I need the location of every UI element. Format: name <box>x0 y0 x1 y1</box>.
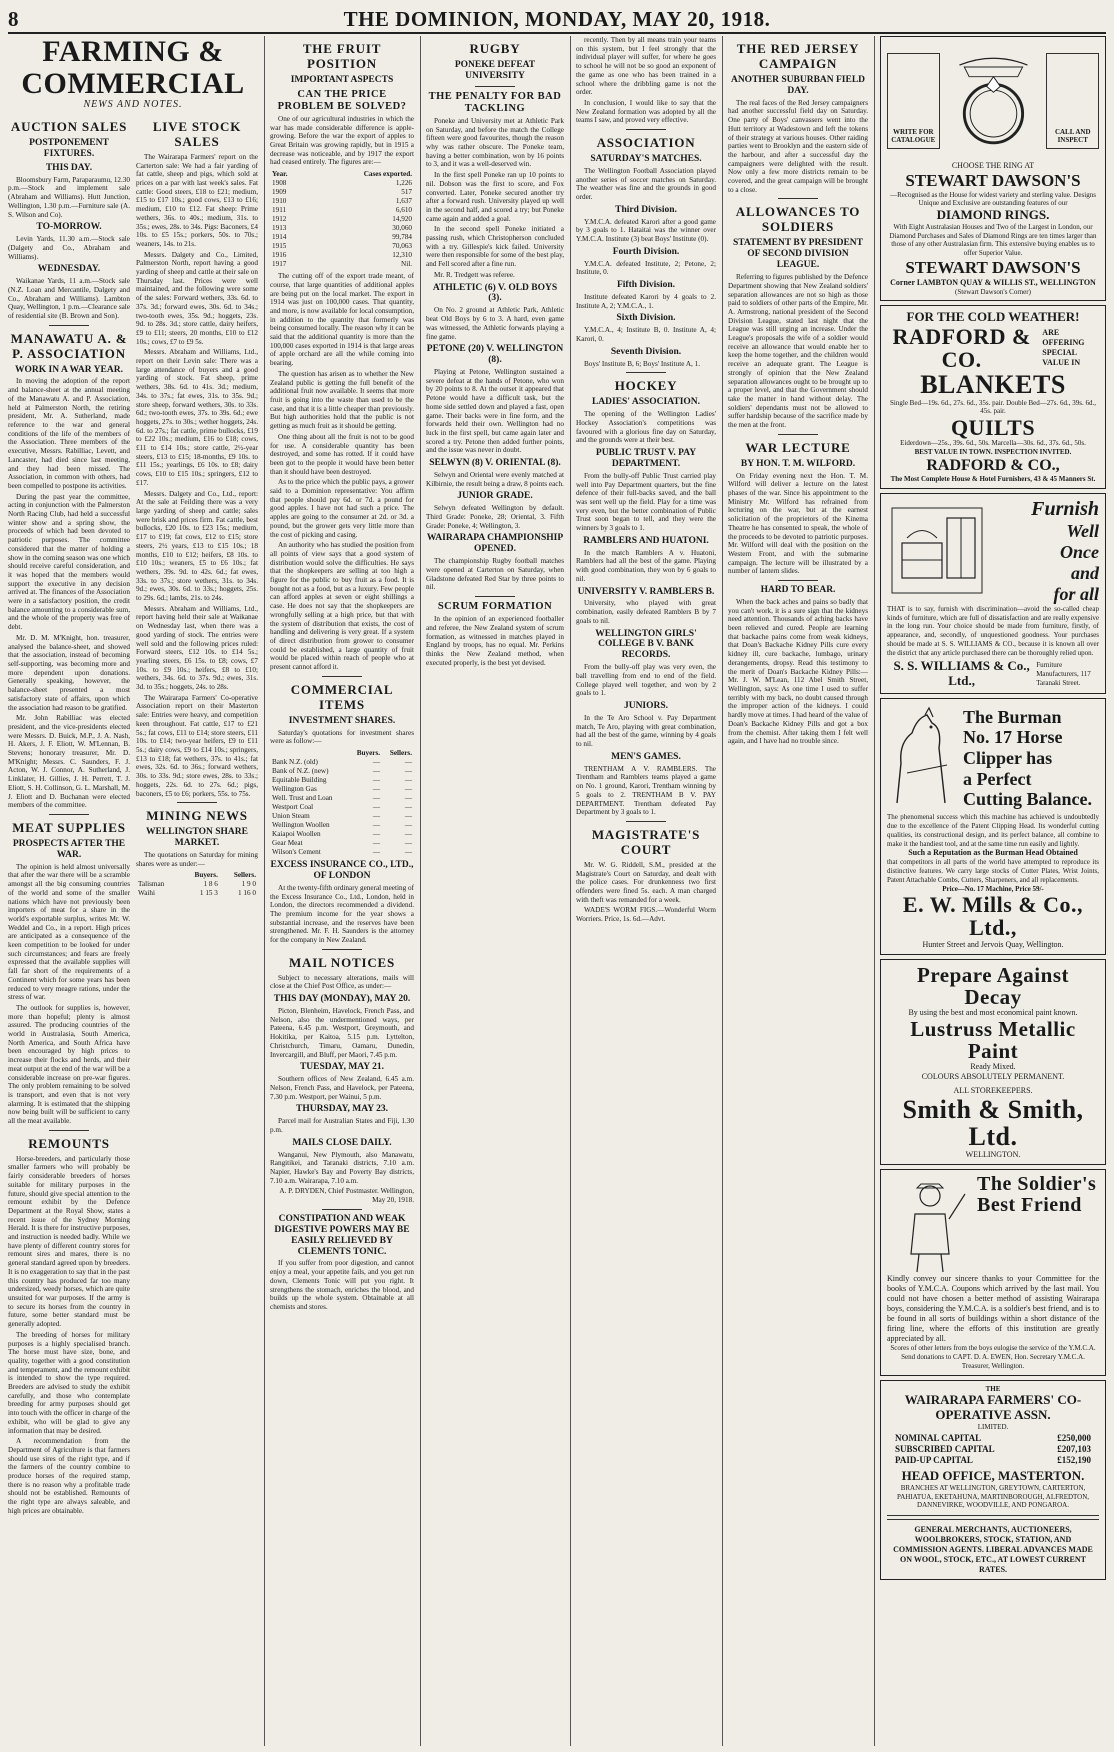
grade-heading: Fifth Division. <box>616 280 676 291</box>
ad-headline: and <box>1070 562 1099 583</box>
article-paragraph: An authority who has studied the position from all points of view says that a good system of distribution would solve the difficulties. He says that the shopkeepers are selling at too high a figure for the public to buy fruit as a food. It is bought not as a food, but as a luxury. Few people can afford apples at seven or eight shillings a case. He does not say that the shopkeepers are wrongfully selling at a high price, but that with the system of distribution that exists, the cost of handling and delivering is very great. If a system of direct distribution from grower to consumer could be established, a large quantity of fruit would be placed within reach of people who at present cannot afford it. <box>270 541 414 672</box>
meat-supplies-heading: MEAT SUPPLIES <box>12 819 126 835</box>
section-subtitle: NEWS AND NOTES. <box>83 99 183 110</box>
table-row: Wilson's Cement — — <box>272 847 412 856</box>
article-paragraph: The championship Rugby football matches were opened at Carterton on Saturday, when Gladstone defeated Red Star by three points to nil. <box>426 557 564 592</box>
article-paragraph: Referring to figures published by the Defence Department showing that New Zealand soldiers' separation allowances are not so high as those paid to soldiers of other parts of the Empire, Mr. A. Armstrong, national president of the Second Division League, stated last night that the League was still urging an increase. Under the League's proposals the wife of a soldier would receive an allowance that would enable her to keep the home together, and the children would receive an adequate grant. The League is strongly of opinion that the New Zealand separation allowances ought to be brought up to a proper level, and that the Government should take the matter in hand without delay. The soldiers' dependants must not be allowed to suffer hardship because of the sacrifice made by the men at the front. <box>728 273 868 430</box>
ad-text: With Eight Australasian Houses and Two of the Largest in London, our Diamond Purchases and Sales of Diamond Rings are ten times larger than those of any other Australasian firm. This extensive buying enables us to offer Superior Value. <box>889 222 1097 258</box>
result-text: From the bully-off play was very even, the ball travelling from end to end of the field. College played well together, and won by 2 goals to 1. <box>576 663 716 698</box>
mining-share-table <box>136 871 258 898</box>
result-text: Boys' Institute B, 6; Boys' Institute A, 1. <box>584 359 700 368</box>
article-paragraph: Mr. R. Tredgett was referee. <box>434 270 515 279</box>
mail-day: MAILS CLOSE DAILY. <box>292 1137 392 1148</box>
match-heading: RAMBLERS AND HUATONI. <box>583 535 709 546</box>
ad-text: By using the best and most economical paint known. <box>908 1007 1078 1017</box>
table-header: Cases exported. <box>363 170 412 179</box>
auction-sales-sub: POSTPONEMENT FIXTURES. <box>29 137 109 159</box>
ad-address-note: (Stewart Dawson's Corner) <box>955 287 1031 296</box>
article-paragraph: The Wellington Football Association played another series of soccer matches on Saturday. The weather was fine and the grounds in good order. <box>576 166 716 201</box>
manawatu-sub: WORK IN A WAR YEAR. <box>15 364 123 375</box>
excess-insurance-heading: EXCESS INSURANCE CO., LTD., OF LONDON <box>270 859 414 881</box>
hockey-heading: HOCKEY <box>614 378 678 394</box>
table-header: Sellers. <box>233 871 256 880</box>
investment-shares-sub: INVESTMENT SHARES. <box>288 715 396 726</box>
war-lecture-heading: WAR LECTURE <box>745 439 851 455</box>
ad-headline: CHOOSE THE RING AT <box>951 161 1035 170</box>
table-header: Buyers. <box>356 748 381 757</box>
ad-subhead: HEAD OFFICE, MASTERTON. <box>901 1467 1085 1483</box>
ad-brand: STEWART DAWSON'S <box>905 257 1081 277</box>
table-row: 1908 1,226 <box>272 179 412 188</box>
article-paragraph: Selwyn defeated Wellington by default. Third Grade: Poneke, 28; Oriental, 3. Fifth Grade: Poneke, 4; Wellington, 3. <box>426 504 564 530</box>
table-row: Union Steam — — <box>272 811 412 820</box>
write-for-catalogue-box: WRITE FOR CATALOGUE <box>887 53 940 149</box>
ad-headline: a Perfect <box>963 768 1032 789</box>
article-paragraph: On No. 2 ground at Athletic Park, Athletic beat Old Boys by 6 to 3. A hard, even game was witnessed, the Athletic forwards playing a fine game. <box>426 306 564 341</box>
match-heading: UNIVERSITY V. RAMBLERS B. <box>577 586 715 597</box>
ad-product: Lustruss Metallic Paint <box>910 1016 1076 1063</box>
auction-sales-heading: AUCTION SALES <box>10 119 128 134</box>
article-paragraph: In moving the adoption of the report and balance-sheet at the annual meeting of the Manawatu A. and P. Association, held at Palmerston North, the retiring president, Mr. A. Sutherland, made reference to the war and general conditions of the life of the members of the Association. Three members of the executive, Messrs. Rabilliac, Levett, and Lancaster, had died since last meeting, and they had been missed. The Association, in common with others, had been compelled to postpone its activities. <box>8 377 130 490</box>
ad-headline: Clipper has <box>963 747 1053 768</box>
ad-text: Scores of other letters from the boys eulogise the service of the Y.M.C.A. <box>890 1344 1096 1353</box>
article-paragraph: If you suffer from poor digestion, and cannot enjoy a meal, your appetite fails, and you get run down, Clements Tonic will put you right. It strengthens the stomach, enriches the blood, and builds up the whole system. Obtainable at all chemists and stores. <box>270 1259 414 1311</box>
ad-price: Price—No. 17 Machine, Price 59/- <box>942 884 1044 893</box>
stewart-dawson-ad <box>880 36 1106 301</box>
article-paragraph: Messrs. Dalgety and Co., Limited, Palmerston North, report having a good yarding of sheep and cattle at their sale on Thursday last. Prices were well maintained, and the following were some of the sales: Forward wethers, 33s. 6d. to 37s. 3d.; forward ewes, 30s. 6d. to 34s.; two-tooth ewes, 35s. 9d.; hoggets, 23s. 9d. to 28s. 3d.; store cattle, dairy heifers, £9 to £11; steers, 20 months, £10 to £12 10s.; cows, £7 to £9 5s. <box>136 250 258 346</box>
association-sub: SATURDAY'S MATCHES. <box>590 153 702 164</box>
auction-text: Waikanae Yards, 11 a.m.—Stock sale (N.Z. Loan and Mercantile, Dalgety and Co., Abraham and Williams). Lambton Quay, Wellington, 1 p.m.—Clearance sale of residential site (B. Brown and Son). <box>8 277 130 320</box>
column-rule <box>420 36 421 1746</box>
rugby-sub: PONEKE DEFEAT UNIVERSITY <box>454 59 536 81</box>
result-text: Y.M.C.A. defeated Institute, 2; Petone, 2; Institute, 0. <box>576 259 716 277</box>
article-paragraph: One thing about all the fruit is not to be good for use. A considerable quantity has been destroyed, and some has rotted. If it could have been got to the people it would have been better than it should have been destroyed. <box>270 432 414 476</box>
article-paragraph: The Wairarapa Farmers' Co-operative Association report on their Masterton sale: Entries were heavy, and competition keen throughout. Fat cattle, £17 to £21 5s.; fat cows, £11 to £14; store steers, £11 10s. to £14; two-year heifers, £9 to £11 5s.; dairy cows, £9 to £14 10s.; springers, £13 to £18; fat wethers, 37s. to 41s.; fat ewes, 32s. 6d. to 36s.; forward wethers, 30s. to 33s. 9d.; store ewes, 28s. to 33s.; hoggets, 22s. 6d. to 27s. 6d.; pigs, baconers, £5 to £6; porkers, 55s. to 75s. <box>136 693 258 798</box>
auction-day: TO-MORROW. <box>36 222 102 233</box>
article-paragraph: Mr. W. G. Riddell, S.M., presided at the Magistrate's Court on Saturday, and dealt with the police cases. For drunkenness two first offenders were fined 5s. each. A man charged with theft was remanded for a week. <box>576 860 716 904</box>
table-row: 1913 30,060 <box>272 224 412 233</box>
masthead <box>8 6 1106 34</box>
column-rule <box>874 36 875 1746</box>
ad-brand: WAIRARAPA FARMERS' CO-OPERATIVE ASSN. <box>904 1392 1082 1423</box>
ad-text: that competitors in all parts of the world have attempted to reproduce its distinctive features. We carry large stocks of Cutter Plates, Wrist Joints, Patent Attachable Combs, Cutters, Sharpeners, and all replacements. <box>887 858 1099 884</box>
auction-text: Levin Yards, 11.30 a.m.—Stock sale (Dalgety and Co., Abraham and Williams). <box>8 235 130 261</box>
furnish-well-ad <box>880 493 1106 694</box>
ad-text: BEST VALUE IN TOWN. INSPECTION INVITED. <box>914 448 1072 457</box>
article-paragraph: The outlook for supplies is, however, more than hopeful; plenty is almost assured. The producing countries of the world in Australasia, South America, North America, and South Africa have been encouraged by high prices to increase their flocks and herds, and their meat output at the end of the war will be a considerable increase on pre-war figures. The only problem remaining to be solved is transport, and even that is not very alarming. It is estimated that the shipping now being built will be sufficient to carry all the meat available. <box>8 1003 130 1126</box>
column-1a <box>8 114 130 1518</box>
article-paragraph: The breeding of horses for military purposes is a highly specialised branch. The horse must have size, bone, and quality, together with a good constitution and temperament, and the remount exhibit is intended to show the type required. Breeders are advised to study the exhibit carefully, and those who contemplate breeding for army purposes should get into touch with the officer in charge of the exhibit, who will be glad to give any information that may be desired. <box>8 1330 130 1435</box>
farming-commercial-section <box>8 36 258 1746</box>
article-paragraph: Mr. John Rabilliac was elected president, and the vice-presidents elected were Messrs. D. Buick, M.P., J. A. Nash, H. Akers, J. F. Eliott, W. M'Lennan, B. Stevens; honorary treasurer, Mr. D. M'Knight; Messrs. C. Saunders, F. J. Acton, W. J. Connor, A. Sutherland, J. Linklater, H. Gillies, J. H. Perrett, T. J. Eliott, S. H. Collinson, G. L. Marshall, M. J. Eliott and D. Buchanan were elected members of the committee. <box>8 714 130 810</box>
fruit-question: CAN THE PRICE PROBLEM BE SOLVED? <box>277 88 407 112</box>
ad-subhead: Such a Reputation as the Burman Head Obtained <box>908 848 1078 858</box>
live-stock-heading: LIVE STOCK SALES <box>152 119 242 149</box>
article-paragraph: The real faces of the Red Jersey campaigners had another successful field day on Saturday. One party of Boys' canvassers went into the Hutt territory at Wadestown and left the tokens of their strategy at various houses. Other raiding parties went to Brooklyn and the eastern side of the harbour, and after a successful day the campaigners were delighted with the result. Now only a few more districts remain to be covered, and the great campaign will be brought to a close. <box>728 98 868 194</box>
table-row: 1917 Nil. <box>272 260 412 269</box>
mining-news-heading: MINING NEWS <box>146 808 248 824</box>
association-heading: ASSOCIATION <box>596 135 696 151</box>
advertisement-line: WADE'S WORM FIGS.—Wonderful Worm Worriers. Price, 1s. 6d.—Advt. <box>576 906 716 924</box>
ad-text: COLOURS ABSOLUTELY PERMANENT. <box>921 1071 1065 1081</box>
auction-day: THIS DAY. <box>45 162 93 173</box>
apple-export-table <box>270 170 414 269</box>
match-heading: SELWYN (8) V. ORIENTAL (8). <box>429 458 561 469</box>
article-paragraph: Mr. D. M. M'Knight, hon. treasurer, analysed the balance-sheet, and showed that the association, instead of becoming self-supporting, was becoming more and more dependent upon donations. Generally speaking, however, the balance-sheet presented a most satisfactory state of affairs, upon which the association had reason to be gratified. <box>8 633 130 712</box>
ad-address: Hunter Street and Jervois Quay, Wellington. <box>922 939 1064 949</box>
article-paragraph: Messrs. Abraham and Williams, Ltd., report on their Levin sale: There was a large attendance of buyers and a good yarding of stock. Fat sheep, prime wethers, 38s. 6d. to 41s. 3d.; medium, 34s. to 37s.; fat ewes, 31s. to 35s. 9d.; store sheep, forward wethers, 30s. to 33s. 6d.; two-tooth ewes, 37s. to 39s. 6d.; ewe hoggets, 27s. to 30s.; wether hoggets, 24s. 6d. to 27s.; fat cattle, prime bullocks, £19 to £22 10s.; medium, £16 to £18; cows, £11 to £14 10s.; store cattle, 2½-year steers, £13 to £15; 18-months, £9 10s. to £11 15s.; yearlings, £6 10s. to £8; dairy cows, £10 to £15 10s.; springers, £12 to £17. <box>136 348 258 487</box>
ad-product: QUILTS <box>950 415 1036 441</box>
auction-day: WEDNESDAY. <box>37 264 101 275</box>
mens-games-heading: MEN'S GAMES. <box>611 751 681 762</box>
ad-headline: Cutting Balance. <box>963 789 1093 810</box>
ad-address: WELLINGTON. <box>965 1150 1021 1160</box>
ad-brand: E. W. Mills & Co., Ltd., <box>902 892 1084 941</box>
ad-text: The phenomenal success which this machine has achieved is undoubtedly due to the excellence of the Patent Clipping Head. Its wonderful cutting qualities, its constructional design, and its perfect balance, all combine to make it the handiest tool, and at the same time run easily and lightly. <box>887 813 1099 848</box>
result-text: In the Te Aro School v. Pay Department match, Te Aro, playing with great combination, had all the best of the game, winning by 4 goals to nil. <box>576 714 716 749</box>
table-row: 1909 517 <box>272 188 412 197</box>
mail-day: THIS DAY (MONDAY), MAY 20. <box>273 994 411 1005</box>
match-heading: PETONE (20) V. WELLINGTON (8). <box>426 344 564 366</box>
table-header: Year. <box>272 170 288 179</box>
mail-text: Southern offices of New Zealand, 6.45 a.m. Nelson, French Pass, and Havelock, per Pateena, 7.30 p.m. Westport, per Wainui, 5 p.m. <box>270 1075 414 1101</box>
ad-text: THAT is to say, furnish with discrimination—avoid the so-called cheap kinds of furniture, which are full of dissatisfaction and are really expensive in the long run. Your choice should be made from furniture, firstly, of appearance, and, secondly, of unquestioned goodness. Your purchases should be made at S. S. WILLIAMS & CO., because it is known all over the district that any article purchased there can be thoroughly relied upon. <box>887 604 1099 657</box>
ad-brand: RADFORD & CO., <box>926 456 1060 474</box>
red-jersey-heading: THE RED JERSEY CAMPAIGN <box>736 41 860 71</box>
column-rule <box>264 36 265 1746</box>
war-lecture-sub: BY HON. T. M. WILFORD. <box>740 458 856 469</box>
wairarapa-farmers-ad <box>880 1380 1106 1581</box>
article-paragraph: The question has arisen as to whether the New Zealand public is getting the full benefit of the additional fruit now available. It seems that more fruit is going into the waste than used to be the case, and that it is a little cheaper than previously. But high authorities hold that the public is not getting as much fruit as it should be getting. <box>270 369 414 431</box>
ad-text: —Recognised as the House for widest variety and sterling value. Designs Unique and Exclusive are outstanding features of our <box>890 190 1096 208</box>
ad-headline: FOR THE COLD WEATHER! <box>906 309 1080 325</box>
table-header: Buyers. <box>194 871 218 880</box>
article-paragraph: At the twenty-fifth ordinary general meeting of the Excess Insurance Co., Ltd., London, held in London, the directors recommended a dividend. The premium income for the year shows a substantial increase, and the reserves have been strengthened. Mr. F. H. Saunders is the attorney for the company in New Zealand. <box>270 883 414 945</box>
article-paragraph: As to the price which the public pays, a grower said to a Dominion representative: You affirm that people should pay 6d. or 7d. a pound for good apples. I have not had such a price. The apples are going to the consumer at 2d. or 3d. a pound, but the grower gets very little more than the cost of picking and casing. <box>270 478 414 539</box>
table-header: Sellers. <box>389 748 412 757</box>
ad-headline: Furnish <box>1031 497 1099 520</box>
constipation-heading: CONSTIPATION AND WEAK DIGESTIVE POWERS MAY BE EASILY RELIEVED BY CLEMENTS TONIC. <box>274 1213 410 1257</box>
ad-limited: LIMITED. <box>977 1423 1009 1432</box>
table-row: 1915 70,063 <box>272 242 412 251</box>
table-row: 1910 1,637 <box>272 197 412 206</box>
mail-text: Wanganui, New Plymouth, also Manawatu, Rangitikei, and Taranaki districts, 7.10 a.m. Napier, Hawke's Bay and Poverty Bay districts, 7.10 a.m. Wairarapa, 7.10 a.m. <box>270 1150 414 1185</box>
article-paragraph: In the opinion of an experienced footballer and referee, the New Zealand system of scrum formation, as witnessed in matches played in England by troops, has no equal. Mr. Perkins thinks the New Zealand method, when executed properly, is the best yet devised. <box>426 615 564 667</box>
investment-share-table <box>270 749 414 857</box>
column-rule <box>570 36 571 1746</box>
table-row: Bank of N.Z. (new) — — <box>272 766 412 775</box>
table-row: 1916 12,310 <box>272 251 412 260</box>
ad-headline: No. 17 Horse <box>963 727 1063 748</box>
auction-text: Bloomsbury Farm, Paraparaumu, 12.30 p.m.—Stock and implement sale (Abraham and Williams). Hutt Junction, Wellington, 1.30 p.m.—Furniture sale (A. S. Wilson and Co). <box>8 175 130 219</box>
table-row: Equitable Building — — <box>272 775 412 784</box>
fruit-sub: IMPORTANT ASPECTS <box>290 74 394 85</box>
article-paragraph: Playing at Petone, Wellington sustained a severe defeat at the hands of Petone, who won by 20 points to 8. At the outset it appeared that Petone would have a difficult task, but the home side settled down and played a fast, open game. Their backs were in fine form, and the forwards held their own. Wellington had no luck in the first spell, but came again later and scored a try. Petone then added further points, and the issue was never in doubt. <box>426 368 564 455</box>
grade-heading: Sixth Division. <box>616 313 676 324</box>
mail-text: Parcel mail for Australian States and Fiji, 1.30 p.m. <box>270 1117 414 1134</box>
grade-heading: Third Division. <box>615 204 677 215</box>
table-row: Westport Coal — — <box>272 802 412 811</box>
table-row: Gear Meat — — <box>272 838 412 847</box>
ad-prices: Eiderdown—25s., 39s. 6d., 50s. Marcella—30s. 6d., 37s. 6d., 50s. <box>900 439 1086 448</box>
article-paragraph: Poneke and University met at Athletic Park on Saturday, and before the match the College fifteen were good favourites, though the reason why was rather obscure. The Poneke team, having a better combination, won by 16 points to 3, and it was a well-deserved win. <box>426 116 564 169</box>
article-paragraph: Selwyn and Oriental were evenly matched at Kilbirnie, the result being a draw, 8 points each. <box>426 471 564 488</box>
call-and-inspect-box: CALL AND INSPECT <box>1046 53 1099 149</box>
capital-row: SUBSCRIBED CAPITAL £207,103 <box>895 1443 1091 1454</box>
article-paragraph: The cutting off of the export trade meant, of course, that large quantities of additional apples are being put on the local market. The export in 1914 was just on 100,000 cases. That quantity, and more, is now available for local consumption, in addition to the quantity that formerly was being consumed locally. The reason why it can be said that the additional quantity is more than the 100,000 cases exported in 1914 is that large areas of apple orchard are all the while coming into bearing. <box>270 272 414 368</box>
result-text: In the match Ramblers A v. Huatoni, Ramblers had all the best of the game. Playing with good combination, they won by 6 goals to nil. <box>576 548 716 583</box>
table-row: Wellington Woollen — — <box>272 820 412 829</box>
scrum-heading: SCRUM FORMATION <box>437 601 553 613</box>
hockey-sub: LADIES' ASSOCIATION. <box>591 397 701 408</box>
match-heading: JUNIORS. <box>623 701 669 712</box>
result-text: TRENTHAM A V. RAMBLERS. The Trentham and Ramblers teams played a game on No. 1 ground, Karori, Trentham winning by 5 goals to 2. TRENTHAM B V. PAY DEPARTMENT. Trentham defeated Pay Department by 3 goals to 1. <box>576 764 716 817</box>
ad-brand: STEWART DAWSON'S <box>905 171 1081 190</box>
ad-text: ALL STOREKEEPERS. <box>953 1085 1033 1095</box>
ad-brand: S. S. WILLIAMS & Co., Ltd., <box>893 658 1030 689</box>
allowances-sub: STATEMENT BY PRESIDENT OF SECOND DIVISION LEAGUE. <box>732 238 864 271</box>
commercial-intro: Saturday's quotations for investment shares were as follow:— <box>270 728 414 746</box>
ad-headline: Once <box>1060 541 1099 562</box>
ad-signature: Send donations to CAPT. D. A. EWEN, Hon. Secretary Y.M.C.A. Treasurer, Wellington. <box>901 1353 1085 1370</box>
match-heading: PUBLIC TRUST V. PAY DEPARTMENT. <box>595 448 697 469</box>
table-row: Wellington Gas — — <box>272 784 412 793</box>
match-heading: WELLINGTON GIRLS' COLLEGE B V. BANK RECORDS. <box>595 628 697 661</box>
article-paragraph: In conclusion, I would like to say that the New Zealand formation was adopted by all the teams I saw, and proved very effective. <box>576 98 716 125</box>
article-paragraph: recently. Then by all means train your teams on this system, but I feel strongly that the individual player will suffer, for where he goes to school he will not be so good an exponent of the game as one who has been trained in a school where the dribbling game is not the order. <box>576 36 716 97</box>
advertisement-column <box>880 36 1106 1746</box>
capital-row: PAID-UP CAPITAL £152,190 <box>895 1454 1091 1465</box>
article-paragraph: A recommendation from the Department of Agriculture is that farmers should use sires of the right type, and if the farmers of the country combine to produce horses of the required stamp, there is no reason why a profitable trade should not be established. Remounts of the right type are always saleable, and high prices are obtainable. <box>8 1437 130 1515</box>
ad-address: Furniture Manufacturers, 117 Taranaki Street. <box>1036 661 1091 687</box>
table-row: Well. Trust and Loan — — <box>272 793 412 802</box>
article-paragraph: Messrs. Dalgety and Co., Ltd., report: At the sale at Feilding there was a very large yarding of sheep and cattle; sales were brisk and prices firm. Fat cattle, best bullocks, £20 10s. to £23 15s.; medium, £17 to £19; fat cows, £12 to £15; store steers, 2½ years, £13 to £15 10s.; 18 months, £10 to £12; heifers, £8 10s. to £10 10s.; weaners, £5 to £6 10s.; fat wethers, 39s. 9d. to 42s. 6d.; fat ewes, 33s. to 37s.; store wethers, 31s. to 34s. 9d.; ewes, 30s. 6d. to 33s.; hoggets, 25s. to 29s. 6d.; lambs, 21s. to 24s. <box>136 489 258 603</box>
ad-headline: Prepare Against Decay <box>917 962 1069 1009</box>
match-heading: JUNIOR GRADE. <box>457 491 533 502</box>
burman-clipper-ad <box>880 698 1106 954</box>
column-4 <box>426 36 564 1746</box>
table-row: Bank N.Z. (old) — — <box>272 757 412 766</box>
result-text: University, who played with great combination, easily defeated Ramblers B by 7 goals to nil. <box>576 599 716 625</box>
horse-clipper-icon <box>887 703 957 813</box>
ad-text: GENERAL MERCHANTS, AUCTIONEERS, WOOLBROKERS, STOCK, STATION, AND COMMISSION AGENTS. LIBERAL ADVANCES MADE ON WOOL, STOCK, ETC., AT LOWEST CURRENT RATES. <box>893 1525 1093 1575</box>
mail-day: TUESDAY, MAY 21. <box>299 1062 385 1073</box>
ad-brand: Smith & Smith, Ltd. <box>902 1094 1084 1151</box>
ad-address: The Most Complete House & Hotel Furnishers, 43 & 45 Manners St. <box>890 475 1096 484</box>
soldier-illustration-icon <box>887 1174 973 1274</box>
soldiers-best-friend-ad <box>880 1169 1106 1375</box>
ad-the: THE <box>985 1384 1001 1393</box>
article-paragraph: The opening of the Wellington Ladies' Hockey Association's competitions was favoured with a glorious fine day on Saturday, and the grounds were at their best. <box>576 410 716 445</box>
table-row: 1912 14,920 <box>272 215 412 224</box>
ad-text: BRANCHES AT WELLINGTON, GREYTOWN, CARTERTON, PAHIATUA, EKETAHUNA, MARTINBOROUGH, ALFREDTON, DANNEVIRKE, WOODVILLE, AND PONGAROA. <box>896 1483 1090 1510</box>
mail-notices-heading: MAIL NOTICES <box>288 954 396 970</box>
mail-signature: A. P. DRYDEN, Chief Postmaster. Wellington, May 20, 1918. <box>279 1187 414 1205</box>
ad-prices: Single Bed—19s. 6d., 27s. 6d., 35s. pair. Double Bed—27s. 6d., 39s. 6d., 45s. pair. <box>890 398 1096 416</box>
ad-headline: The Soldier's Best Friend <box>977 1173 1097 1217</box>
furniture-illustration-icon <box>887 498 987 598</box>
match-heading: ATHLETIC (6) V. OLD BOYS (3). <box>432 282 558 304</box>
magistrates-court-heading: MAGISTRATE'S COURT <box>591 827 701 857</box>
match-heading: WAIRARAPA CHAMPIONSHIP OPENED. <box>426 533 564 555</box>
ad-brand: RADFORD & CO. <box>892 324 1031 373</box>
commercial-items-heading: COMMERCIAL ITEMS <box>290 681 394 712</box>
red-jersey-sub: ANOTHER SUBURBAN FIELD DAY. <box>730 74 866 96</box>
hard-to-bear-heading: HARD TO BEAR. <box>760 585 836 596</box>
lustruss-paint-ad <box>880 959 1106 1166</box>
article-paragraph: Horse-breeders, and particularly those smaller farmers who will probably be fairly considerable breeders of horses suitable for military purposes in the future, should give special attention to the remount exhibit by the Defence Department at the Royal Show, states a recent issue of the Sydney Morning Herald. It is there for instructive purposes, and instruction is needed badly. While we have plenty of different country stores for remount sires and mares, there is no general standard agreed upon by breeders. It is no exaggeration to say that in the past this country has produced far too many undersized, weedy horses, which are quite unsuited for war purposes. If the army is to secure its horses from the country in future, some better standard must be generally adopted. <box>8 1154 130 1329</box>
article-paragraph: The Wairarapa Farmers' report on the Carterton sale: We had a fair yarding of fat cattle, sheep and pigs, which sold at prices on a par with last week's sales. Fat cattle: Good steers, £18 to £21; medium, £15 to £17 10s.; good cows, £13 to £16; medium, £10 to £12. Fat sheep: Prime wethers, 36s. to 40s.; medium, 31s. to 35s.; ewes, 28s. to 34s. Pigs: Baconers, £4 10s. to £5 15s.; porkers, 50s. to 70s.; weaners, 14s. to 21s. <box>136 152 258 248</box>
ad-product: BLANKETS <box>920 370 1066 400</box>
grade-heading: Seventh Division. <box>610 346 682 357</box>
allowances-heading: ALLOWANCES TO SOLDIERS <box>735 204 861 235</box>
page-number: 8 <box>8 7 19 31</box>
article-paragraph: In the second spell Poneke initiated a passing rush, which Christopherson concluded with a try. Gillespie's kick failed. University were then responsible for some of the best play, and Fell scored after a fine run. <box>426 225 564 269</box>
ring-icon <box>940 46 1047 156</box>
mail-text: Picton, Blenheim, Havelock, French Pass, and Nelson, also the undermentioned ways, per Pateena, 6.45 p.m. Westport, Greymouth, and Hokitika, per Kaitoa, 5.15 p.m. Lyttelton, Christchurch, Timaru, Oamaru, Dunedin, Invercargill, and Bluff, per Maori, 7.45 p.m. <box>270 1007 414 1059</box>
grade-heading: Fourth Division. <box>612 246 680 257</box>
article-paragraph: In the first spell Poneke ran up 10 points to nil. Dobson was the first to score, and Fox converted. Later, Poneke secured another try after a forward rush. University played up well in the second half, and scored a try; but Poneke came again and added a goal. <box>426 171 564 223</box>
table-row: 1914 99,784 <box>272 233 412 242</box>
ad-offer: ARE OFFERING SPECIAL VALUE IN <box>1042 328 1085 368</box>
ad-product: DIAMOND RINGS. <box>936 207 1050 223</box>
table-row: Kaiapoi Woollen — — <box>272 829 412 838</box>
result-text: Y.M.C.A., 4; Institute B, 0. Institute A, 4; Karori, 0. <box>576 326 716 344</box>
table-row: 1911 6,610 <box>272 206 412 215</box>
newspaper-title: THE DOMINION, MONDAY, MAY 20, 1918. <box>343 7 771 31</box>
section-title: FARMING & COMMERCIAL <box>21 36 245 100</box>
ad-text: Kindly convey our sincere thanks to your Committee for the books of Y.M.C.A. Coupons which arrived by the last mail. You could not have chosen a better method of assisting Wairarapa boys, considering the Y.M.C.A. is a soldier's best friend, and is to be found in all sorts of buildings within a short distance of the firing line, where the efforts of this institution are greatly appreciated by all. <box>887 1274 1099 1344</box>
ad-text: Ready Mixed. <box>970 1061 1016 1071</box>
rugby-heading: RUGBY <box>469 41 521 56</box>
fruit-heading: THE FRUIT POSITION <box>302 41 382 71</box>
ad-address: Corner LAMBTON QUAY & WILLIS ST., WELLINGTON <box>890 277 1096 287</box>
result-text: From the bully-off Public Trust carried play well into Pay Department quarters, but the fine defence of their full-backs saved, and the ball was sent well up the field. Play for a time was very even, but the better combination of Public Trust soon began to tell, and they were the winners by 3 goals to 1. <box>576 471 716 533</box>
mail-intro: Subject to necessary alterations, mails will close at the Chief Post Office, as under:— <box>270 973 414 991</box>
ad-headline: for all <box>1053 583 1099 604</box>
meat-supplies-sub: PROSPECTS AFTER THE WAR. <box>12 838 126 860</box>
article-paragraph: Messrs. Abraham and Williams, Ltd., report having held their sale at Waikanae on Wednesday last, when there was a good yarding of stock. The entries were well sold and the following prices ruled: Forward steers, £12 10s. to £14 5s.; yearling steers, £6 15s. to £8; cows, £7 10s. to £9 10s.; heifers, £8 to £10; wethers, 34s. 6d. to 37s. 9d.; ewes, 31s. 3d. to 35s.; hoggets, 24s. to 28s. <box>136 604 258 692</box>
radford-ad <box>880 305 1106 489</box>
article-paragraph: The opinion is held almost universally that after the war there will be a scramble amongst all the big consuming countries of the world and some of the smaller nations which have not previously been importers of meat for a share in the world's exportable surplus, writes Mr. W. Weddel and Co., in a report. High prices are anticipated as a consequence of the keen competition to be looked for under such circumstances; and fears are freely expressed that the available supplies will fall far short of the requirements of a Continent which for some years has been reduced to very meagre rations, under the stress of war. <box>8 862 130 1002</box>
table-row: Talisman 1 8 6 1 9 0 <box>138 880 256 889</box>
result-text: Y.M.C.A. defeated Karori after a good game by 3 goals to 1. Hataitai was the winner over Y.M.C.A. Institute (3) beat Boys' Institute (0). <box>576 217 716 244</box>
table-row: Waihi 1 15 3 1 16 0 <box>138 889 256 898</box>
column-5 <box>576 36 716 1746</box>
rugby-heading-2: THE PENALTY FOR BAD TACKLING <box>428 90 562 114</box>
mail-day: THURSDAY, MAY 23. <box>295 1104 389 1115</box>
ad-headline: The Burman <box>963 706 1062 727</box>
manawatu-heading: MANAWATU A. & P. ASSOCIATION <box>10 330 128 361</box>
mining-news-sub: WELLINGTON SHARE MARKET. <box>146 827 248 849</box>
capital-row: NOMINAL CAPITAL £250,000 <box>895 1432 1091 1443</box>
column-6 <box>728 36 868 1746</box>
article-paragraph: One of our agricultural industries in which the war has made considerable difference is apple-growing. Before the war the export of apples to Great Britain was growing rapidly, but in 1915 a decrease was noticeable, and by 1917 the export had ceased entirely. The figures are:— <box>270 114 414 167</box>
column-rule <box>722 36 723 1746</box>
article-paragraph: When the back aches and pains so badly that you can't work, it is a sure sign that the kidneys need attention. Thousands of aching backs have been relieved and cured. People are learning that backache pains come from weak kidneys, that Doan's Backache Kidney Pills cure every kidney ill, cure backache, lumbago, urinary derangements, dropsy. Read this testimony to the merit of Doan's Backache Kidney Pills:—Mr. J. W. M'Lean, 112 Abel Smith Street, Wellington, says: As one time I used to suffer terribly with my back, no doubt caused through the improper action of the kidneys. I could hardly move at times. I had heard of the value of Doan's Backache Kidney Pills and got a box from the chemist. After taking them I felt well again, and I have had no trouble since. <box>728 597 868 746</box>
remounts-heading: REMOUNTS <box>28 1135 110 1151</box>
result-text: Institute defeated Karori by 4 goals to 2. Institute A, 2; Y.M.C.A., 1. <box>576 292 716 310</box>
column-3 <box>270 36 414 1746</box>
article-paragraph: On Friday evening next the Hon. T. M. Wilford will deliver a lecture on the latest phases of the war. Since his appointment to the Ministry Mr. Wilford has refrained from lecturing on the war, but at the earnest solicitation of the proprietors of the Kinema Theatre he has consented to speak, the whole of the proceeds to be devoted to patriotic purposes. Mr. Wilford will deal with the position on the Western Front, and with the submarine campaign. The lecture will be illustrated by a number of lantern slides. <box>728 471 868 576</box>
article-paragraph: During the past year the committee, acting in conjunction with the Palmerston North Racing Club, had held a successful winter show and a spring show, the proceeds of which had been devoted to patriotic purposes. The committee considered that the matter of holding a show in the coming season was one which should receive careful consideration, and it was hoped that the members would support the executive in any decision arrived at. The finances of the Association were in a satisfactory position, the credit balance amounting to a considerable sum, and the whole of the property was free of debt. <box>8 492 130 632</box>
ad-headline: Well <box>1066 520 1099 541</box>
mining-intro: The quotations on Saturday for mining shares were as under:— <box>136 850 258 868</box>
column-2 <box>136 114 258 1518</box>
